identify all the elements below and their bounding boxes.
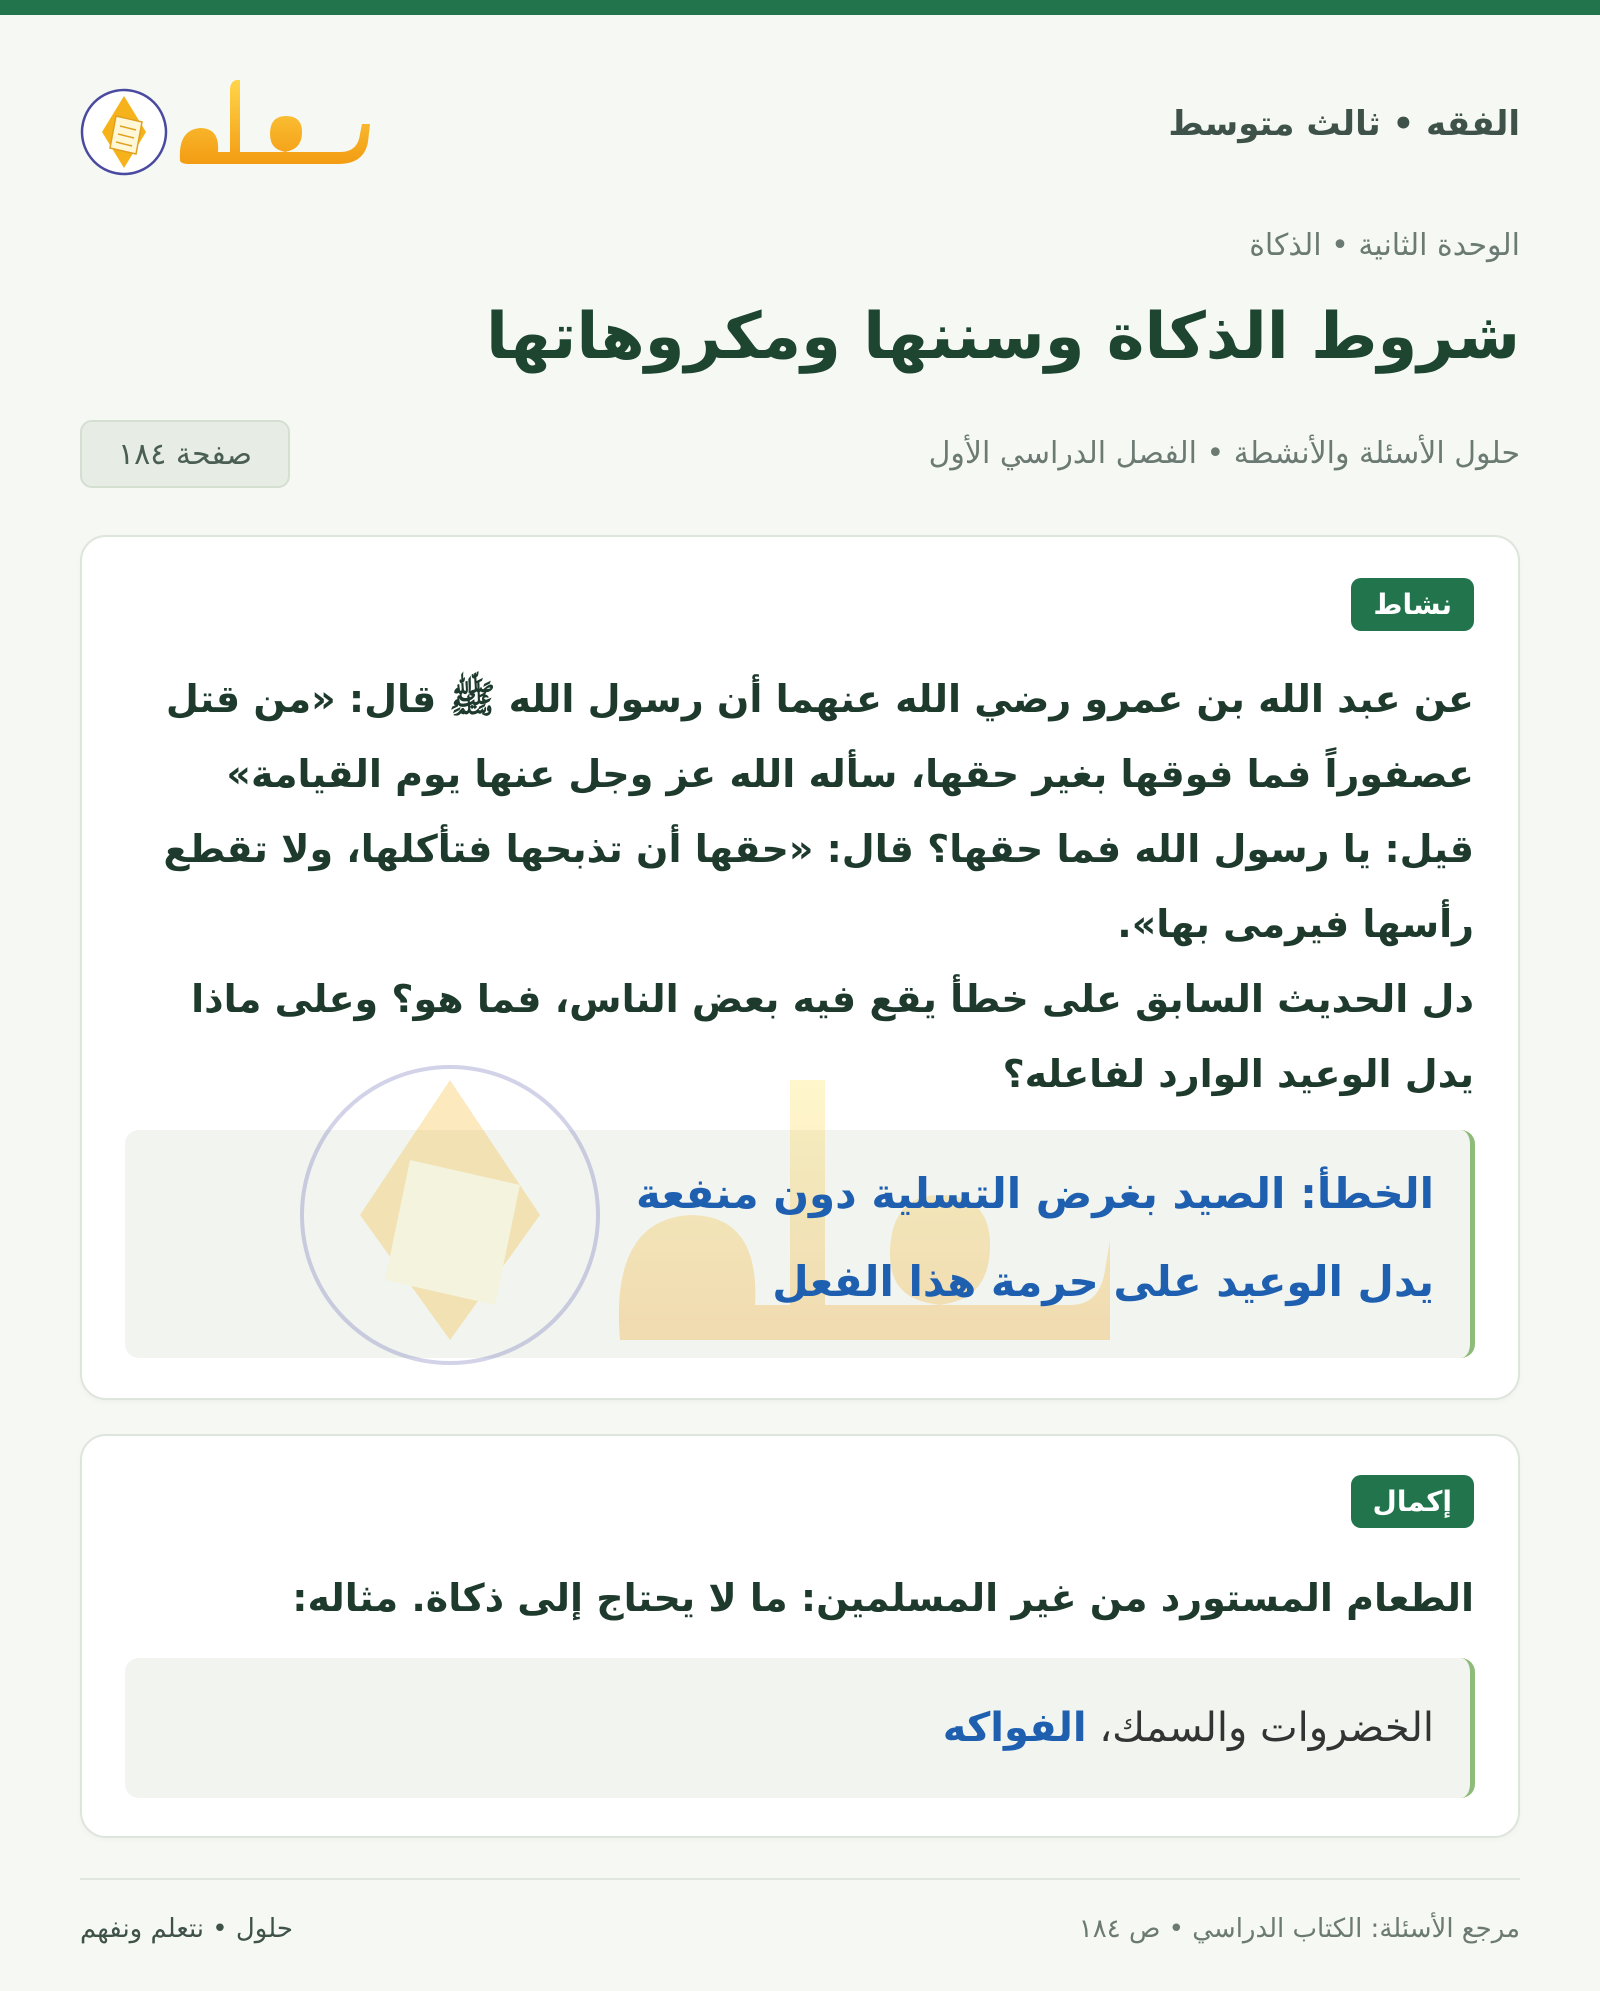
completion-card bbox=[80, 1434, 1520, 1838]
answer-prefix: الخضروات والسمك، bbox=[1099, 1705, 1434, 1751]
page-header bbox=[80, 68, 1520, 188]
activity-answer-box bbox=[125, 1130, 1475, 1358]
unit-breadcrumb: الوحدة الثانية • الذكاة bbox=[1249, 228, 1520, 263]
footer-reference: مرجع الأسئلة: الكتاب الدراسي • ص ١٨٤ bbox=[1078, 1914, 1520, 1944]
completion-answer-box bbox=[125, 1658, 1475, 1798]
completion-answer bbox=[943, 1705, 1434, 1751]
answer-line-1: الخطأ: الصيد بغرض التسلية دون منفعة bbox=[636, 1169, 1434, 1218]
subject-label: الفقه • ثالث متوسط bbox=[1168, 104, 1520, 144]
answer-line-2: يدل الوعيد على حرمة هذا الفعل bbox=[772, 1257, 1434, 1306]
footer-divider bbox=[80, 1878, 1520, 1880]
activity-question bbox=[126, 662, 1474, 1112]
question-text: دل الحديث السابق على خطأ يقع فيه بعض الناس، فما هو؟ وعلى ماذا يدل الوعيد الوارد لفاعله؟ bbox=[191, 977, 1474, 1096]
logo-mark bbox=[80, 68, 370, 188]
activity-card bbox=[80, 535, 1520, 1400]
page-title: شروط الذكاة وسننها ومكروهاتها bbox=[486, 300, 1520, 374]
activity-tag: نشاط bbox=[1351, 578, 1474, 631]
completion-tag: إكمال bbox=[1351, 1475, 1474, 1528]
lesson-meta: حلول الأسئلة والأنشطة • الفصل الدراسي الأول bbox=[928, 436, 1520, 471]
hadith-text: عن عبد الله بن عمرو رضي الله عنهما أن رسول الله ﷺ قال: «من قتل عصفوراً فما فوقها بغير حقها، سأله الله عز وجل عنها يوم القيامة» قيل: يا رسول الله فما حقها؟ قال: «حقها أن تذبحها فتأكلها، ولا تقطع رأسها فيرمى بها». bbox=[163, 677, 1474, 946]
completion-question: الطعام المستورد من غير المسلمين: ما لا يحتاج إلى ذكاة. مثاله: bbox=[292, 1576, 1474, 1620]
page-number-badge: صفحة ١٨٤ bbox=[80, 420, 290, 488]
answer-highlight: الفواكه bbox=[942, 1705, 1087, 1751]
site-logo[interactable] bbox=[80, 68, 370, 188]
top-accent-bar bbox=[0, 0, 1600, 15]
footer-brand[interactable]: حلول • نتعلم ونفهم bbox=[80, 1914, 293, 1944]
